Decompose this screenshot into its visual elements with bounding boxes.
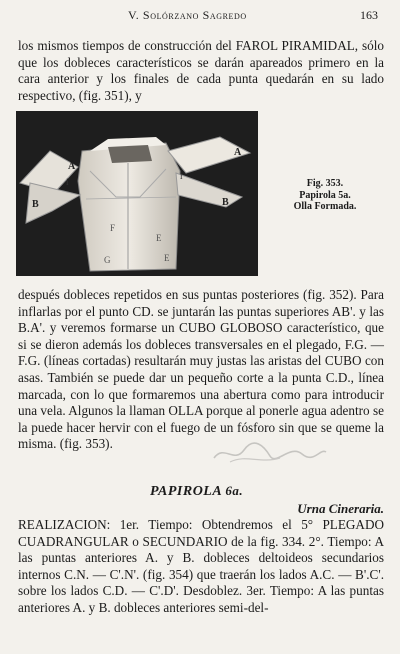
section-title-number: 6a. [225, 483, 244, 498]
figure-label: i [180, 171, 183, 181]
running-head: V. Solórzano Sagredo [128, 8, 247, 22]
paper-pot-illustration [16, 111, 258, 276]
faded-signature-mark [210, 440, 330, 466]
caption-figure-number: Fig. 353. [306, 178, 344, 189]
paragraph-3: REALIZACION: 1er. Tiempo: Obtendremos el 5° PLEGADO CUADRANGULAR o SECUNDARIO de la fig. 334. 2°. Tiempo: A las puntas anteriores A. y B. dobleces deltoideos secundarios internos C.N. — C'.N'. (fig. 354) que traerán los lados A.C. — B'.C'. sobre los lados C.D. — C'.D'. Desdoblez. 3er. Tiempo: A las puntas anteriores A. y B. dobleces anteriores semi-del- [18, 517, 384, 615]
figure-label: E [156, 233, 162, 243]
caption-description: Olla Formada. [293, 201, 357, 212]
figure-label: F [110, 223, 116, 233]
paragraph-2: después dobleces repetidos en sus puntas posteriores (fig. 352). Para inflarlas por el punto CD. se juntarán las puntas superiores AB'. y las B.A'. y veremos formarse un CUBO GLOBOSO característico, que si se dieron además los dobleces transversales en el plegado, F.G. — F.G. (líneas cortadas) resultarán muy justas las aristas del CUBO con asas. También se puede dar un pequeño corte a la punta C.D., línea marcada, con lo que formaremos una abertura como para introducir una vela. Algunos la llaman OLLA porque al ponerle agua adentro se la puede hacer hervir con el fuego de un fósforo sin que se queme la misma. (fig. 353). [18, 287, 384, 452]
section-title-name: PAPIROLA [150, 484, 222, 499]
figure-label: B [222, 197, 229, 208]
page-number: 163 [360, 8, 378, 22]
figure-photo [16, 111, 258, 276]
figure-label: G [104, 255, 111, 265]
figure-label: A [234, 147, 242, 158]
figure-caption [262, 178, 388, 213]
figure-label: i [66, 177, 69, 187]
figure-label: E [164, 253, 170, 263]
page-header [0, 6, 400, 24]
section-subtitle: Urna Cineraria. [297, 501, 384, 516]
paragraph-1: los mismos tiempos de construcción del FAROL PIRAMIDAL, sólo que los dobleces característicos se darán apareados primero en la cara anterior y los finales de cada punta quedarán en su lado respectivo, (fig. 351), y [18, 38, 384, 103]
section-title [150, 483, 243, 500]
figure-label: A [68, 161, 76, 172]
figure-label: B [32, 199, 39, 210]
caption-title: Papirola 5a. [299, 189, 351, 201]
